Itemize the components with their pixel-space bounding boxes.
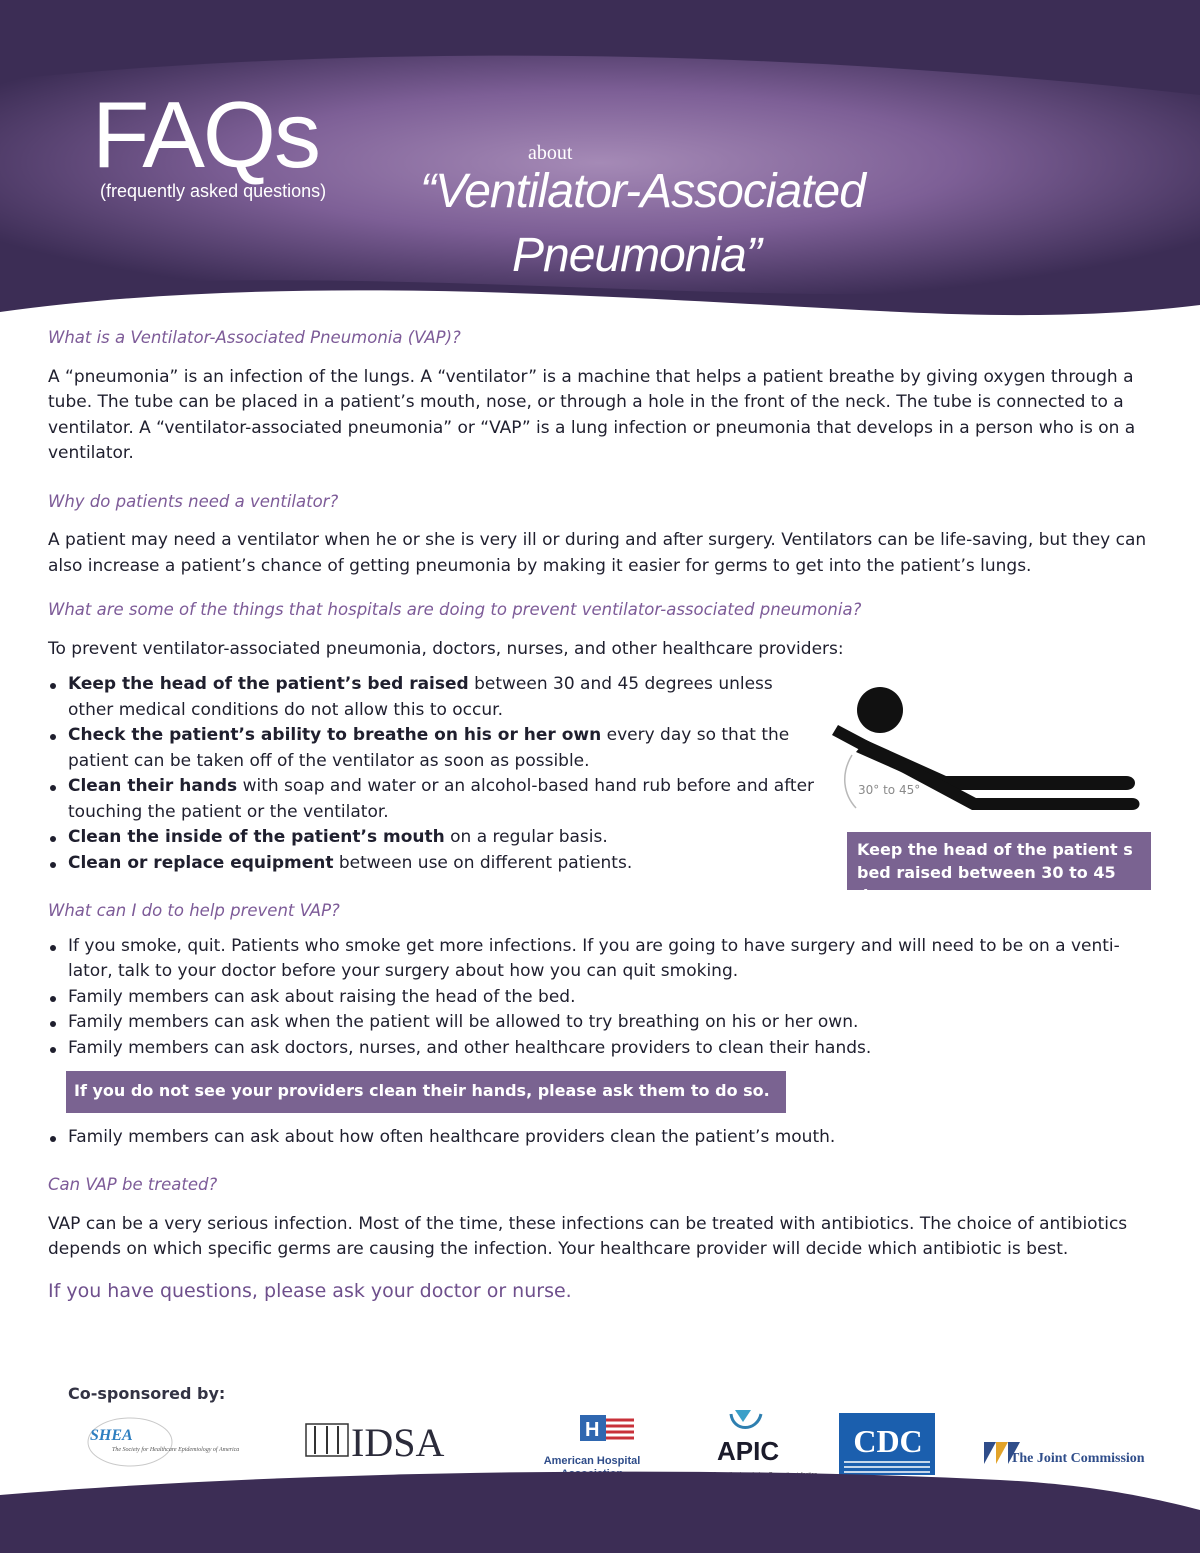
list-item [48, 851, 818, 877]
shea-tagline-text: The Society for Healthcare Epidemiology of America [112, 1447, 240, 1453]
list-item: Family members can ask doctors, nurses, and other healthcare providers to clean their hands. [48, 1036, 1158, 1062]
list-item-bold: Clean their hands [68, 776, 238, 796]
raised-bed-illustration [826, 680, 1166, 820]
list-item: If you smoke, quit. Patients who smoke get more infections. If you are going to have surgery and will need to be on a venti-lator, talk to your doctor before your surgery about how you can quit smoking. [48, 934, 1158, 985]
question-hospital-prevention: What are some of the things that hospitals are doing to prevent ventilator-associated pneumonia? [48, 600, 862, 619]
answer-what-is-vap: A “pneumonia” is an infection of the lungs. A “ventilator” is a machine that helps a patient breathe by giving oxygen through a tube. The tube can be placed in a patient’s mouth, nose, or through a hole in the front of the neck. The tube is connected to a ventilator. A “ventilator-associated pneumonia” or “VAP” is a lung infection or pneumonia that develops in a person who is on a ventilator. [48, 366, 1136, 463]
bed-frame-shape [832, 725, 1140, 810]
svg-text:H: H [585, 1419, 600, 1441]
answer-can-vap-be-treated: VAP can be a very serious infection. Most of the time, these infections can be treated with antibiotics. The choice of antibiotics depends on which specific germs are causing the infection. Your healthcare provider will decide which antibiotic is best. [48, 1213, 1128, 1259]
question-why-ventilator: Why do patients need a ventilator? [48, 491, 339, 511]
list-item [48, 825, 818, 851]
list-item [48, 723, 818, 774]
list-item-text: with soap and water or an alcohol-based hand rub before and after touching the patient or the ventilator. [68, 776, 815, 822]
list-item-text: on a regular basis. [444, 827, 608, 847]
topic-title-line-1: “Ventilator-Associated [420, 165, 865, 218]
list-item: Family members can ask when the patient will be allowed to try breathing on his or her own. [48, 1010, 1158, 1036]
bed-caption: Keep the head of the patient s bed raised between 30 to 45 degrees. [847, 832, 1151, 890]
about-label: about [528, 142, 573, 164]
list-item-bold: Check the patient’s ability to breathe on his or her own [68, 725, 602, 745]
prevention-intro: To prevent ventilator-associated pneumonia, doctors, nurses, and other healthcare providers: [48, 638, 844, 659]
list-item [48, 672, 818, 723]
list-item-text: between use on different patients. [333, 852, 633, 873]
aha-logo-line-1: American Hospital [543, 1455, 641, 1467]
angle-label: 30° to 45° [858, 783, 921, 797]
footer-banner [0, 1455, 1200, 1553]
angle-arc-shape [845, 755, 856, 808]
shea-logo-text: SHEA [90, 1427, 133, 1444]
faqs-subtitle: (frequently asked questions) [100, 181, 327, 201]
joint-commission-text: The Joint Commission [1010, 1451, 1145, 1466]
cosponsor-label: Co-sponsored by: [68, 1384, 226, 1403]
list-item: Family members can ask about raising the head of the bed. [48, 985, 1158, 1011]
list-item [48, 774, 818, 825]
help-list [48, 934, 1158, 1062]
patient-head-shape [857, 687, 903, 733]
closing-note: If you have questions, please ask your doctor or nurse. [48, 1279, 572, 1302]
hand-cleaning-callout: If you do not see your providers clean their hands, please ask them to do so. [66, 1071, 786, 1113]
list-item-bold: Keep the head of the patient’s bed raised [68, 674, 469, 694]
question-what-is-vap: What is a Ventilator-Associated Pneumonia (VAP)? [48, 328, 461, 347]
list-item-text: every day so that the patient can be taken off of the ventilator as soon as possible. [68, 725, 790, 771]
list-item-text: between 30 and 45 degrees unless other medical conditions do not allow this to occur. [68, 674, 773, 720]
question-what-can-i-do: What can I do to help prevent VAP? [48, 901, 340, 920]
list-item: Family members can ask about how often healthcare providers clean the patient’s mouth. [48, 1125, 1158, 1151]
idsa-logo-text: IDSA [351, 1420, 445, 1465]
answer-why-ventilator: A patient may need a ventilator when he or she is very ill or during and after surgery. Ventilators can be life-saving, but they can also increase a patient’s chance of getting pneumonia by making it easier for germs to get into the patient’s lungs. [48, 530, 1147, 576]
topic-title-line-2: Pneumonia” [512, 229, 761, 282]
cdc-logo-text: CDC [853, 1423, 923, 1459]
faqs-title: FAQs [92, 82, 320, 187]
help-list-continued [48, 1125, 1158, 1151]
prevention-list [48, 672, 818, 876]
question-can-vap-be-treated: Can VAP be treated? [48, 1175, 218, 1194]
list-item-bold: Clean or replace equipment [68, 852, 334, 873]
list-item-bold: Clean the inside of the patient’s mouth [68, 827, 445, 847]
apic-logo-text: APIC [717, 1436, 780, 1466]
